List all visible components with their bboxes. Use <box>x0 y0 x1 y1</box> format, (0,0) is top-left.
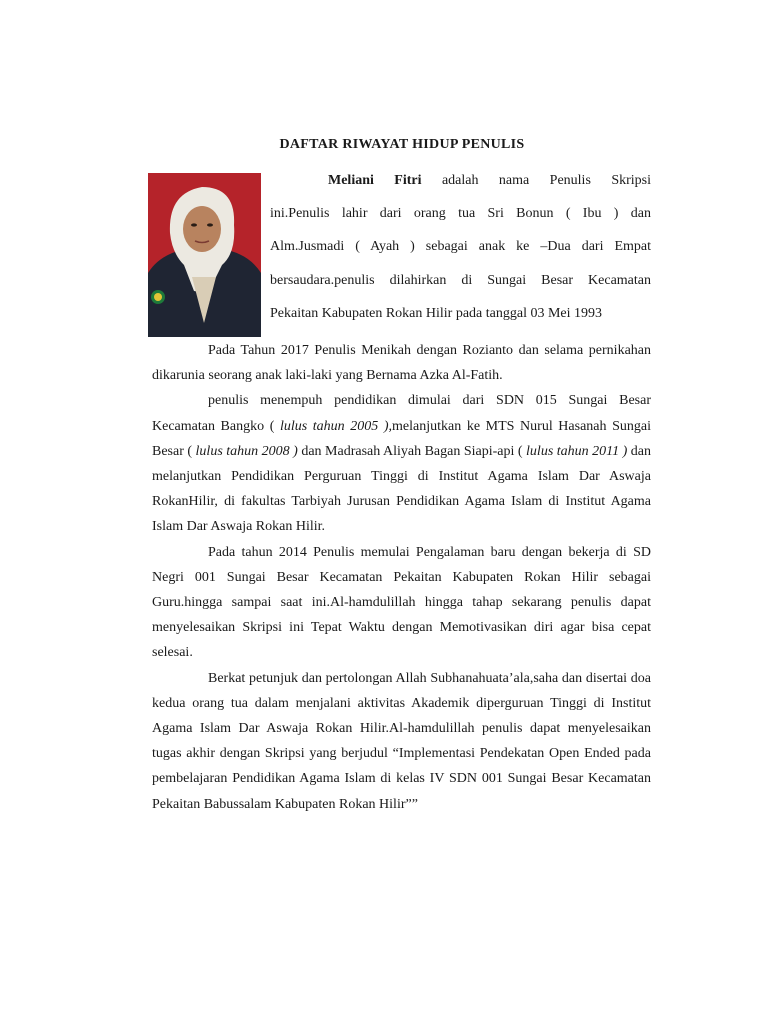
author-photo <box>148 173 261 337</box>
edu-grad-2011: lulus tahun 2011 ) <box>526 443 628 459</box>
edu-grad-2005: lulus tahun 2005 ), <box>279 418 393 434</box>
paragraph-closing: Berkat petunjuk dan pertolongan Allah Subhanahuata’ala,saha dan disertai doa kedua orang tua dalam menjalani aktivitas Akademik diperguruan Tinggi di Institut Agama Islam Dar Aswaja Rokan Hilir.Al-hamdulillah penulis dapat menyelesaikan tugas akhir dengan Skripsi yang berjudul “Implementasi Pendekatan Open Ended pada pembelajaran Pendidikan Agama Islam di kelas IV SDN 001 Sungai Besar Kecamatan Pekaitan Babussalam Kabupaten Rokan Hilir”” <box>152 670 651 812</box>
paragraph-career: Pada tahun 2014 Penulis memulai Pengalaman baru dengan bekerja di SD Negri 001 Sungai Besar Kecamatan Pekaitan Kabupaten Rokan Hilir sebagai Guru.hingga sampai saat ini.Al-hamdulillah hingga tahap sekarang penulis dapat menyelesaikan Skripsi ini Tepat Waktu dengan Memotivasikan diri agar bisa cepat selesai. <box>152 544 651 661</box>
intro-line-5: Pekaitan Kabupaten Rokan Hilir pada tanggal 03 Mei 1993 <box>270 306 603 321</box>
paragraph-marriage: Pada Tahun 2017 Penulis Menikah dengan Rozianto dan selama pernikahan dikarunia seorang anak laki-laki yang Bernama Azka Al-Fatih. <box>152 343 651 384</box>
intro-line-1 <box>328 172 651 190</box>
intro-line-1-text: adalah nama Penulis Skripsi <box>421 173 651 188</box>
edu-text-a: penulis menempuh pendidikan dimulai dari SDN 015 Sungai Besar Kecamatan Bangko ( <box>152 393 651 434</box>
intro-line-4: bersaudara.penulis dilahirkan di Sungai Besar Kecamatan <box>270 273 651 288</box>
edu-text-g: dan melanjutkan Pendidikan Perguruan Tinggi di Institut Agama Islam Dar Aswaja RokanHilir, di fakultas Tarbiyah Jurusan Pendidikan Agama Islam di Institut Agama Islam Dar Aswaja Rokan Hilir. <box>152 443 652 535</box>
biography-body <box>152 338 651 817</box>
edu-text-e: dan Madrasah Aliyah Bagan Siapi-api ( <box>297 443 527 459</box>
page-title: DAFTAR RIWAYAT HIDUP PENULIS <box>279 137 525 152</box>
intro-line-3: Alm.Jusmadi ( Ayah ) sebagai anak ke –Dua dari Empat <box>270 239 651 254</box>
author-name: Meliani Fitri <box>328 173 422 188</box>
paragraph-education <box>152 388 651 539</box>
edu-grad-2008: lulus tahun 2008 ) <box>195 443 298 459</box>
intro-line-2: ini.Penulis lahir dari orang tua Sri Bonun ( Ibu ) dan <box>270 206 651 221</box>
edu-text-c: melanjutkan ke MTS Nurul Hasanah Sungai Besar ( <box>152 418 651 459</box>
